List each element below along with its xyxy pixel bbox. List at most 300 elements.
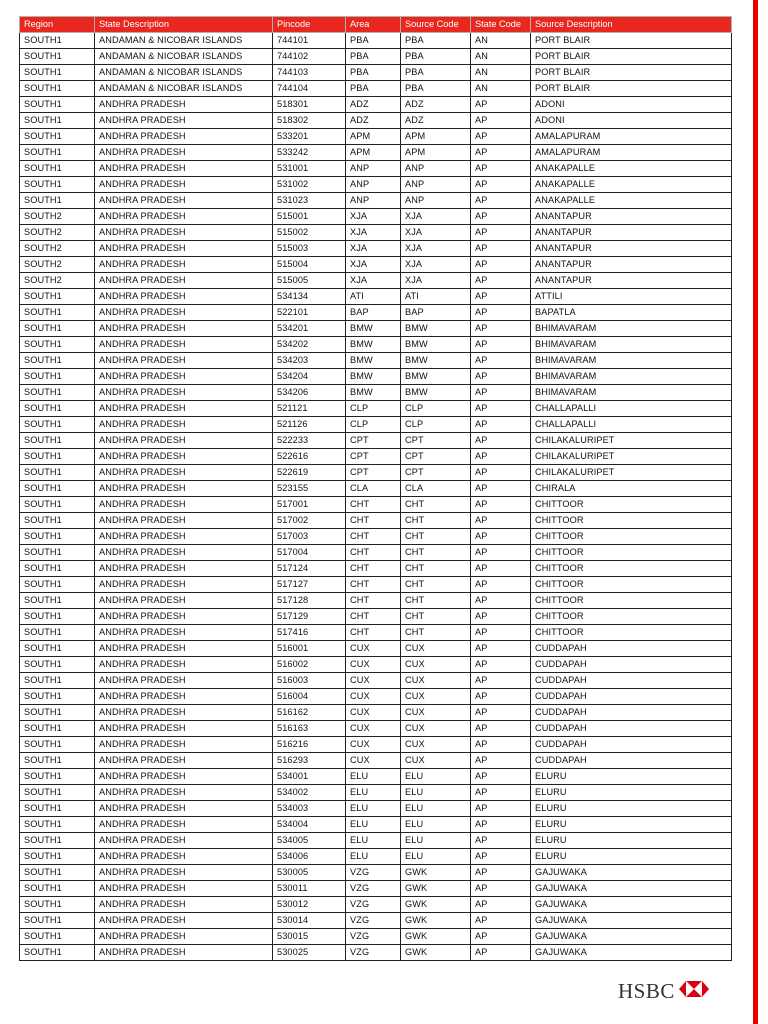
cell-source-code: CPT [401,465,471,481]
cell-source-description: CHITTOOR [531,513,732,529]
cell-state-description: ANDHRA PRADESH [95,481,273,497]
cell-region: SOUTH1 [20,353,95,369]
cell-state-code: AP [471,193,531,209]
cell-area: APM [346,145,401,161]
cell-region: SOUTH1 [20,705,95,721]
table-row [20,33,732,49]
table-row [20,257,732,273]
cell-state-description: ANDHRA PRADESH [95,929,273,945]
cell-state-description: ANDHRA PRADESH [95,657,273,673]
cell-region: SOUTH1 [20,433,95,449]
cell-pincode: 531023 [273,193,346,209]
cell-region: SOUTH1 [20,465,95,481]
cell-pincode: 516003 [273,673,346,689]
cell-area: ATI [346,289,401,305]
cell-state-description: ANDAMAN & NICOBAR ISLANDS [95,65,273,81]
cell-area: BMW [346,353,401,369]
cell-source-description: ELURU [531,817,732,833]
cell-source-description: ELURU [531,801,732,817]
table-row [20,785,732,801]
cell-source-code: CHT [401,625,471,641]
cell-source-description: GAJUWAKA [531,913,732,929]
cell-source-code: ELU [401,833,471,849]
cell-state-description: ANDHRA PRADESH [95,833,273,849]
column-header-pincode: Pincode [273,17,346,33]
cell-state-description: ANDHRA PRADESH [95,785,273,801]
cell-source-code: ELU [401,785,471,801]
cell-area: CUX [346,641,401,657]
cell-state-description: ANDHRA PRADESH [95,113,273,129]
cell-source-code: GWK [401,929,471,945]
cell-pincode: 523155 [273,481,346,497]
cell-source-code: ANP [401,193,471,209]
cell-source-description: BAPATLA [531,305,732,321]
cell-state-code: AP [471,625,531,641]
cell-area: ADZ [346,97,401,113]
cell-pincode: 534002 [273,785,346,801]
cell-area: ELU [346,817,401,833]
cell-source-description: CHALLAPALLI [531,401,732,417]
pincode-table-container [19,16,731,961]
cell-source-code: CHT [401,577,471,593]
table-row [20,753,732,769]
cell-region: SOUTH2 [20,257,95,273]
cell-source-description: PORT BLAIR [531,49,732,65]
cell-source-code: GWK [401,865,471,881]
table-row [20,609,732,625]
cell-area: ELU [346,769,401,785]
cell-region: SOUTH1 [20,481,95,497]
cell-pincode: 516162 [273,705,346,721]
cell-source-code: XJA [401,257,471,273]
cell-pincode: 515005 [273,273,346,289]
table-row [20,129,732,145]
cell-state-code: AP [471,913,531,929]
cell-region: SOUTH1 [20,785,95,801]
cell-region: SOUTH1 [20,945,95,961]
cell-pincode: 517004 [273,545,346,561]
cell-area: ANP [346,161,401,177]
cell-state-code: AP [471,353,531,369]
cell-area: CHT [346,593,401,609]
cell-source-description: CUDDAPAH [531,673,732,689]
cell-source-description: ANAKAPALLE [531,177,732,193]
cell-source-description: ANAKAPALLE [531,161,732,177]
cell-source-code: APM [401,129,471,145]
cell-source-code: PBA [401,49,471,65]
table-row [20,225,732,241]
table-row [20,817,732,833]
cell-area: VZG [346,945,401,961]
cell-source-description: CUDDAPAH [531,657,732,673]
cell-region: SOUTH1 [20,369,95,385]
cell-region: SOUTH1 [20,753,95,769]
cell-state-code: AP [471,129,531,145]
table-row [20,161,732,177]
cell-state-code: AP [471,385,531,401]
cell-pincode: 744101 [273,33,346,49]
cell-source-description: ELURU [531,833,732,849]
cell-state-description: ANDHRA PRADESH [95,513,273,529]
cell-source-code: BMW [401,385,471,401]
cell-region: SOUTH1 [20,833,95,849]
table-row [20,801,732,817]
cell-source-code: GWK [401,945,471,961]
cell-pincode: 534204 [273,369,346,385]
cell-region: SOUTH1 [20,737,95,753]
cell-region: SOUTH1 [20,561,95,577]
cell-region: SOUTH1 [20,113,95,129]
cell-state-description: ANDHRA PRADESH [95,97,273,113]
cell-source-code: ANP [401,177,471,193]
cell-source-description: CHILAKALURIPET [531,433,732,449]
cell-state-code: AP [471,753,531,769]
cell-region: SOUTH1 [20,721,95,737]
cell-area: BMW [346,385,401,401]
cell-state-description: ANDHRA PRADESH [95,257,273,273]
cell-area: XJA [346,257,401,273]
cell-source-code: CHT [401,497,471,513]
cell-source-description: GAJUWAKA [531,945,732,961]
cell-source-code: PBA [401,33,471,49]
cell-pincode: 516002 [273,657,346,673]
table-row [20,673,732,689]
cell-state-code: AP [471,641,531,657]
cell-source-code: CHT [401,609,471,625]
cell-state-code: AP [471,657,531,673]
table-row [20,305,732,321]
cell-source-code: CHT [401,593,471,609]
cell-state-code: AP [471,849,531,865]
cell-source-code: BMW [401,321,471,337]
cell-area: VZG [346,929,401,945]
cell-state-description: ANDHRA PRADESH [95,241,273,257]
cell-state-code: AP [471,785,531,801]
cell-region: SOUTH1 [20,609,95,625]
table-row [20,529,732,545]
cell-source-code: ELU [401,817,471,833]
cell-source-code: CUX [401,705,471,721]
cell-region: SOUTH1 [20,513,95,529]
cell-state-code: AP [471,721,531,737]
cell-source-description: CUDDAPAH [531,705,732,721]
cell-source-code: CLA [401,481,471,497]
cell-source-code: ANP [401,161,471,177]
cell-region: SOUTH1 [20,577,95,593]
accent-bar [753,0,758,1024]
cell-pincode: 516001 [273,641,346,657]
cell-pincode: 534206 [273,385,346,401]
cell-region: SOUTH2 [20,209,95,225]
cell-pincode: 516163 [273,721,346,737]
cell-pincode: 521126 [273,417,346,433]
cell-pincode: 518302 [273,113,346,129]
cell-source-code: BMW [401,369,471,385]
cell-region: SOUTH1 [20,337,95,353]
cell-pincode: 516216 [273,737,346,753]
cell-state-code: AP [471,817,531,833]
cell-source-description: GAJUWAKA [531,897,732,913]
table-row [20,385,732,401]
cell-area: CPT [346,433,401,449]
cell-state-code: AP [471,945,531,961]
cell-pincode: 517001 [273,497,346,513]
cell-area: CPT [346,465,401,481]
cell-state-code: AP [471,529,531,545]
cell-source-code: PBA [401,65,471,81]
cell-pincode: 522233 [273,433,346,449]
cell-state-code: AP [471,577,531,593]
cell-area: CUX [346,737,401,753]
cell-area: BMW [346,369,401,385]
cell-state-code: AP [471,401,531,417]
cell-area: ADZ [346,113,401,129]
cell-source-description: CHITTOOR [531,577,732,593]
cell-area: CLP [346,401,401,417]
cell-source-description: GAJUWAKA [531,865,732,881]
cell-source-code: ELU [401,769,471,785]
cell-source-code: CUX [401,657,471,673]
cell-area: XJA [346,225,401,241]
cell-area: PBA [346,81,401,97]
table-row [20,289,732,305]
cell-area: APM [346,129,401,145]
table-row [20,849,732,865]
cell-state-code: AP [471,769,531,785]
cell-source-description: AMALAPURAM [531,129,732,145]
cell-state-code: AP [471,561,531,577]
column-header-area: Area [346,17,401,33]
cell-region: SOUTH1 [20,625,95,641]
table-row [20,865,732,881]
cell-state-code: AP [471,881,531,897]
cell-pincode: 534005 [273,833,346,849]
cell-state-code: AP [471,865,531,881]
cell-area: ELU [346,833,401,849]
cell-source-description: CHALLAPALLI [531,417,732,433]
cell-state-code: AP [471,737,531,753]
cell-state-code: AP [471,209,531,225]
cell-state-description: ANDHRA PRADESH [95,177,273,193]
cell-state-description: ANDAMAN & NICOBAR ISLANDS [95,49,273,65]
cell-state-description: ANDHRA PRADESH [95,945,273,961]
cell-state-description: ANDAMAN & NICOBAR ISLANDS [95,33,273,49]
cell-source-code: ATI [401,289,471,305]
cell-pincode: 744104 [273,81,346,97]
cell-area: CLA [346,481,401,497]
cell-pincode: 515002 [273,225,346,241]
table-row [20,209,732,225]
cell-pincode: 531002 [273,177,346,193]
table-row [20,641,732,657]
cell-source-code: ADZ [401,97,471,113]
cell-region: SOUTH1 [20,177,95,193]
cell-source-description: AMALAPURAM [531,145,732,161]
cell-pincode: 517128 [273,593,346,609]
cell-source-code: XJA [401,225,471,241]
cell-pincode: 530025 [273,945,346,961]
cell-region: SOUTH2 [20,225,95,241]
column-header-source-description: Source Description [531,17,732,33]
cell-source-description: CUDDAPAH [531,641,732,657]
cell-state-code: AN [471,65,531,81]
cell-source-code: PBA [401,81,471,97]
cell-state-description: ANDHRA PRADESH [95,593,273,609]
cell-state-code: AP [471,321,531,337]
cell-pincode: 515003 [273,241,346,257]
cell-state-description: ANDHRA PRADESH [95,305,273,321]
cell-pincode: 530011 [273,881,346,897]
cell-source-description: CHITTOOR [531,593,732,609]
table-row [20,897,732,913]
cell-area: PBA [346,65,401,81]
cell-region: SOUTH1 [20,417,95,433]
cell-pincode: 530012 [273,897,346,913]
cell-area: VZG [346,913,401,929]
cell-area: CLP [346,417,401,433]
table-row [20,401,732,417]
cell-pincode: 534006 [273,849,346,865]
cell-source-description: ANANTAPUR [531,209,732,225]
cell-source-code: GWK [401,881,471,897]
cell-area: CHT [346,577,401,593]
cell-state-description: ANDHRA PRADESH [95,289,273,305]
cell-state-code: AP [471,513,531,529]
cell-state-description: ANDHRA PRADESH [95,673,273,689]
cell-source-description: BHIMAVARAM [531,369,732,385]
cell-state-description: ANDHRA PRADESH [95,625,273,641]
cell-region: SOUTH1 [20,305,95,321]
cell-state-description: ANDHRA PRADESH [95,865,273,881]
cell-pincode: 534001 [273,769,346,785]
hsbc-logo [618,978,732,1004]
logo-text: HSBC [618,978,675,1003]
table-row [20,721,732,737]
table-row [20,545,732,561]
cell-source-code: BMW [401,353,471,369]
cell-region: SOUTH1 [20,321,95,337]
cell-area: CHT [346,609,401,625]
cell-region: SOUTH1 [20,529,95,545]
cell-pincode: 516293 [273,753,346,769]
table-row [20,353,732,369]
table-row [20,321,732,337]
cell-state-code: AP [471,177,531,193]
table-row [20,145,732,161]
cell-pincode: 517003 [273,529,346,545]
cell-state-code: AP [471,289,531,305]
cell-state-code: AP [471,257,531,273]
table-row [20,433,732,449]
cell-region: SOUTH1 [20,385,95,401]
cell-area: ELU [346,849,401,865]
cell-area: BMW [346,321,401,337]
cell-pincode: 517124 [273,561,346,577]
cell-state-description: ANDHRA PRADESH [95,369,273,385]
table-row [20,337,732,353]
cell-state-description: ANDHRA PRADESH [95,769,273,785]
cell-region: SOUTH1 [20,673,95,689]
cell-source-code: CLP [401,417,471,433]
column-header-state-code: State Code [471,17,531,33]
cell-region: SOUTH1 [20,97,95,113]
cell-state-description: ANDHRA PRADESH [95,881,273,897]
column-header-state-description: State Description [95,17,273,33]
cell-state-description: ANDHRA PRADESH [95,641,273,657]
cell-state-description: ANDHRA PRADESH [95,753,273,769]
cell-state-code: AP [471,833,531,849]
cell-state-description: ANDHRA PRADESH [95,817,273,833]
cell-state-description: ANDHRA PRADESH [95,193,273,209]
table-row [20,241,732,257]
cell-area: CHT [346,561,401,577]
cell-source-description: CHITTOOR [531,529,732,545]
cell-state-description: ANDHRA PRADESH [95,705,273,721]
cell-region: SOUTH2 [20,241,95,257]
cell-source-code: ELU [401,849,471,865]
cell-state-code: AP [471,145,531,161]
table-row [20,833,732,849]
cell-area: VZG [346,865,401,881]
cell-state-code: AP [471,801,531,817]
cell-source-description: ANANTAPUR [531,273,732,289]
cell-area: CUX [346,657,401,673]
cell-region: SOUTH1 [20,449,95,465]
cell-area: BAP [346,305,401,321]
cell-area: PBA [346,33,401,49]
cell-state-description: ANDHRA PRADESH [95,161,273,177]
cell-source-description: BHIMAVARAM [531,321,732,337]
cell-source-code: CPT [401,449,471,465]
table-row [20,561,732,577]
cell-source-description: GAJUWAKA [531,929,732,945]
column-header-source-code: Source Code [401,17,471,33]
hsbc-hexagon-icon [679,981,709,1002]
cell-source-description: ATTILI [531,289,732,305]
cell-state-code: AP [471,113,531,129]
table-row [20,177,732,193]
cell-source-description: ANANTAPUR [531,241,732,257]
cell-pincode: 533242 [273,145,346,161]
cell-source-code: APM [401,145,471,161]
cell-state-code: AP [471,417,531,433]
table-row [20,625,732,641]
cell-pincode: 530015 [273,929,346,945]
cell-source-description: CHITTOOR [531,625,732,641]
cell-source-code: CHT [401,545,471,561]
cell-state-code: AP [471,241,531,257]
cell-source-description: CUDDAPAH [531,753,732,769]
cell-state-description: ANDHRA PRADESH [95,449,273,465]
cell-source-code: GWK [401,913,471,929]
cell-area: CPT [346,449,401,465]
cell-region: SOUTH1 [20,193,95,209]
cell-source-description: BHIMAVARAM [531,353,732,369]
cell-source-code: ELU [401,801,471,817]
cell-source-description: CHITTOOR [531,497,732,513]
table-row [20,737,732,753]
cell-area: CHT [346,545,401,561]
table-body [20,33,732,961]
cell-pincode: 515001 [273,209,346,225]
cell-state-description: ANDHRA PRADESH [95,321,273,337]
cell-source-code: CPT [401,433,471,449]
cell-state-description: ANDHRA PRADESH [95,545,273,561]
table-row [20,49,732,65]
cell-source-description: CHILAKALURIPET [531,449,732,465]
cell-state-description: ANDHRA PRADESH [95,401,273,417]
table-row [20,369,732,385]
